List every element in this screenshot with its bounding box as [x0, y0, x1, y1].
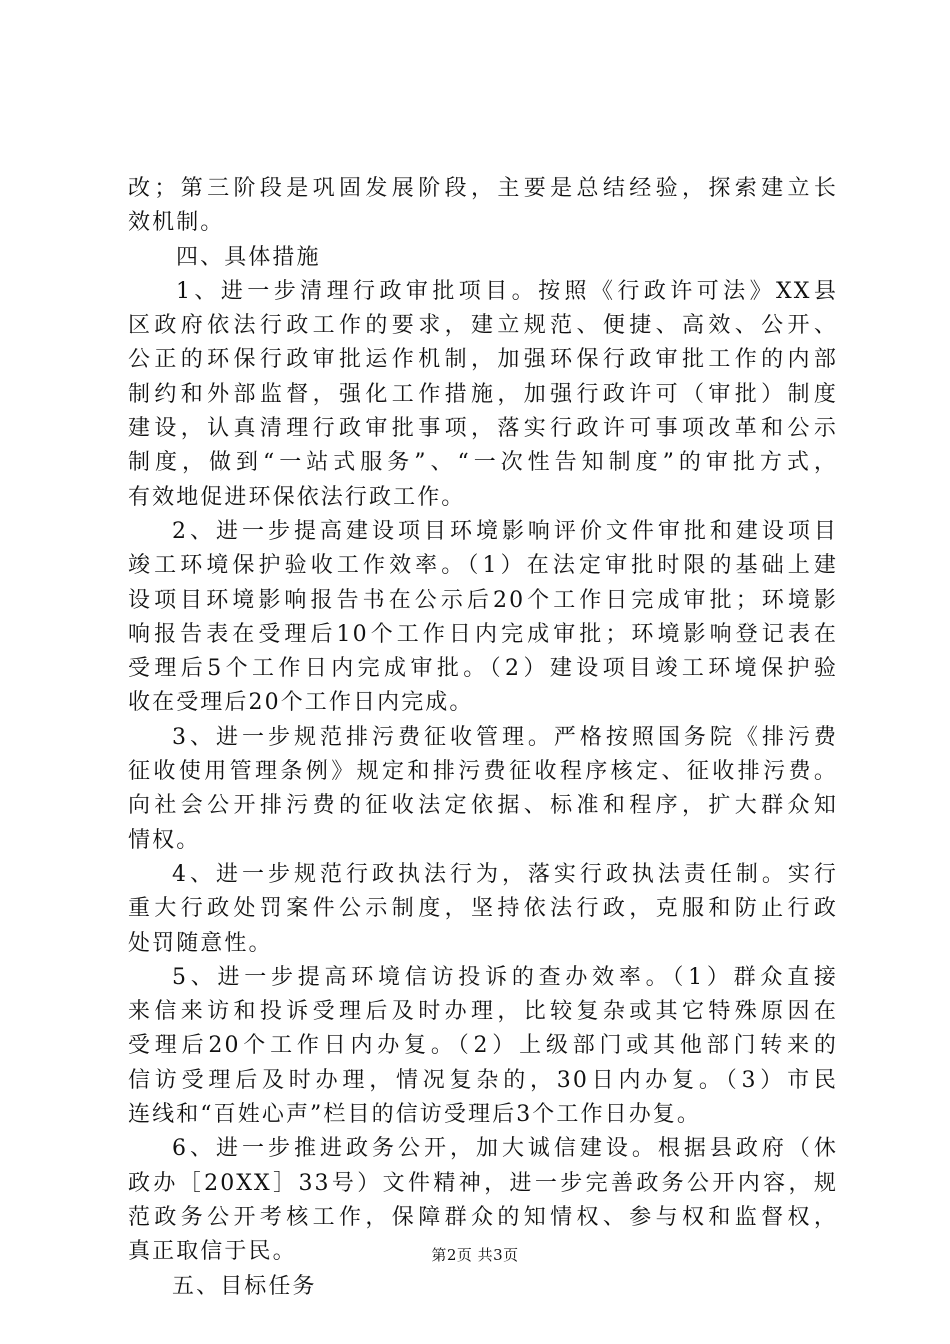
- text-line: 征收使用管理条例》规定和排污费征收程序核定、征收排污费。: [128, 759, 838, 785]
- text-line: 信访受理后及时办理，情况复杂的，30日内办复。（3）市民: [128, 1067, 838, 1093]
- text-line: 公正的环保行政审批运作机制，加强环保行政审批工作的内部: [128, 347, 838, 373]
- text-line: 范政务公开考核工作，保障群众的知情权、参与权和监督权，: [128, 1204, 838, 1230]
- text-line: 连线和“百姓心声”栏目的信访受理后3个工作日办复。: [128, 1102, 701, 1128]
- section-heading: 四、具体措施: [176, 244, 321, 270]
- section-heading: 五、目标任务: [172, 1273, 317, 1299]
- text-line: 6、进一步推进政务公开，加大诚信建设。根据县政府（休: [172, 1136, 838, 1162]
- text-line: 向社会公开排污费的征收法定依据、标准和程序，扩大群众知: [128, 793, 838, 819]
- text-line: 1、进一步清理行政审批项目。按照《行政许可法》XX县: [176, 278, 838, 304]
- page-number: 第2页 共3页: [431, 1246, 519, 1264]
- text-line: 受理后20个工作日内办复。（2）上级部门或其他部门转来的: [128, 1033, 838, 1059]
- text-line: 重大行政处罚案件公示制度，坚持依法行政，克服和防止行政: [128, 896, 838, 922]
- text-line: 收在受理后20个工作日内完成。: [128, 690, 474, 716]
- text-line: 真正取信于民。: [128, 1239, 297, 1265]
- text-line: 受理后5个工作日内完成审批。（2）建设项目竣工环境保护验: [128, 656, 838, 682]
- text-line: 响报告表在受理后10个工作日内完成审批；环境影响登记表在: [128, 621, 838, 647]
- text-line: 设项目环境影响报告书在公示后20个工作日完成审批；环境影: [128, 587, 838, 613]
- text-line: 4、进一步规范行政执法行为，落实行政执法责任制。实行: [172, 861, 838, 887]
- text-line: 3、进一步规范排污费征收管理。严格按照国务院《排污费: [172, 724, 838, 750]
- text-line: 处罚随意性。: [128, 930, 273, 956]
- text-line: 2、进一步提高建设项目环境影响评价文件审批和建设项目: [172, 518, 838, 544]
- text-line: 制度，做到“一站式服务”、“一次性告知制度”的审批方式，: [128, 450, 838, 476]
- text-line: 竣工环境保护验收工作效率。（1）在法定审批时限的基础上建: [128, 553, 838, 579]
- text-line: 效机制。: [128, 210, 225, 236]
- text-line: 制约和外部监督，强化工作措施，加强行政许可（审批）制度: [128, 381, 838, 407]
- text-line: 改；第三阶段是巩固发展阶段，主要是总结经验，探索建立长: [128, 176, 838, 201]
- text-line: 区政府依法行政工作的要求，建立规范、便捷、高效、公开、: [128, 313, 838, 339]
- text-line: 政办［20XX］33号）文件精神，进一步完善政务公开内容，规: [128, 1170, 838, 1196]
- text-line: 来信来访和投诉受理后及时办理，比较复杂或其它特殊原因在: [128, 999, 838, 1025]
- text-line: 有效地促进环保依法行政工作。: [128, 484, 466, 510]
- text-line: 建设，认真清理行政审批事项，落实行政许可事项改革和公示: [128, 416, 838, 442]
- document-body: [128, 172, 838, 1304]
- text-line: 情权。: [128, 827, 201, 853]
- text-line: 5、进一步提高环境信访投诉的查办效率。（1）群众直接: [172, 964, 838, 990]
